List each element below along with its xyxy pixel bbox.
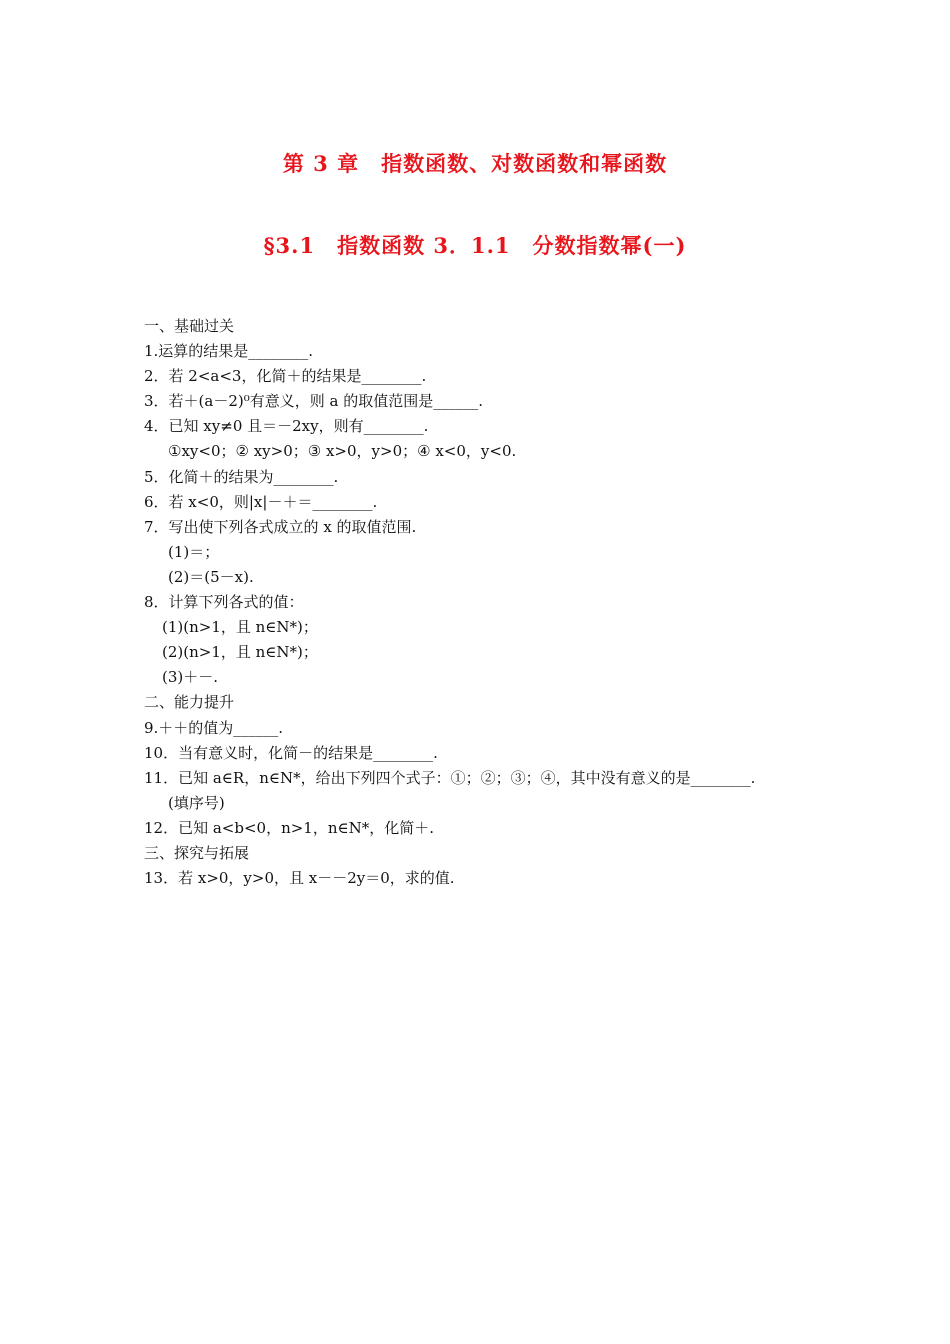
question-1: 1.运算的结果是________. — [144, 342, 314, 361]
question-7-part-1: (1)＝； — [168, 542, 220, 561]
question-8-part-1: (1)(n>1，且 n∈N*)； — [162, 618, 318, 637]
section-heading-explore: 三、探究与拓展 — [144, 843, 250, 862]
section-title: §3.1 指数函数 3．1.1 分数指数幂(一) — [263, 233, 687, 258]
question-10: 10．当有意义时，化简－的结果是________. — [144, 743, 438, 762]
question-4-options: ①xy<0；② xy>0；③ x>0，y>0；④ x<0，y<0. — [168, 442, 517, 461]
question-5: 5．化简＋的结果为________. — [144, 467, 339, 486]
question-8-part-2: (2)(n>1，且 n∈N*)； — [162, 643, 318, 662]
question-4: 4．已知 xy≠0 且＝－2xy，则有________. — [144, 417, 429, 436]
question-6: 6．若 x<0，则|x|－＋＝________. — [144, 492, 378, 511]
question-9: 9.＋＋的值为______. — [144, 718, 284, 737]
exercise-list — [144, 314, 844, 891]
question-12: 12．已知 a<b<0，n>1，n∈N*，化简＋. — [144, 818, 435, 837]
section-heading-advanced: 二、能力提升 — [144, 693, 235, 712]
question-7: 7．写出使下列各式成立的 x 的取值范围. — [144, 517, 417, 536]
section-heading-basic: 一、基础过关 — [144, 317, 235, 335]
question-8-part-3: (3)＋－. — [162, 668, 219, 687]
question-2: 2．若 2<a<3，化简＋的结果是________. — [144, 367, 427, 386]
question-13: 13．若 x>0，y>0，且 x－－2y＝0，求的值. — [144, 869, 455, 888]
chapter-title: 第 3 章 指数函数、对数函数和幂函数 — [282, 151, 668, 176]
question-11-note: (填序号) — [168, 793, 225, 812]
question-3: 3．若＋(a－2)⁰有意义，则 a 的取值范围是______. — [144, 392, 483, 411]
question-11: 11．已知 a∈R，n∈N*，给出下列四个式子：①；②；③；④，其中没有意义的是________. — [144, 768, 756, 787]
question-8: 8．计算下列各式的值： — [144, 593, 304, 612]
question-7-part-2: (2)＝(5－x). — [168, 567, 254, 586]
